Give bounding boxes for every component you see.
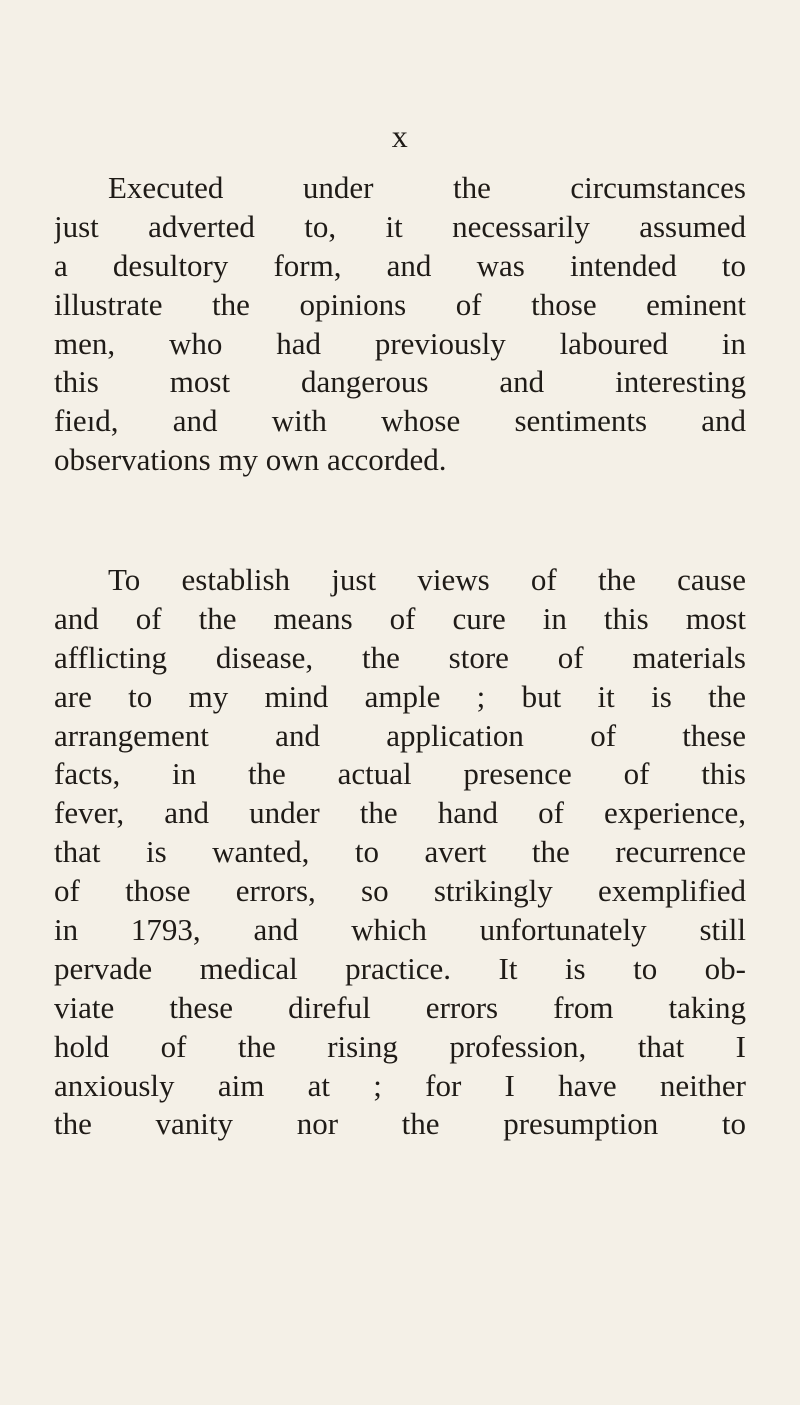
page-number: x [391,118,409,154]
text-line: are to my mind ample ; but it is the [54,678,746,714]
paragraph-2 [54,561,746,1144]
text-line: Executed under the circumstances [108,170,746,205]
text-line: observations my own accorded. [54,442,447,478]
text-line: men, who had previously laboured in [54,325,746,361]
text-line: anxiously aim at ; for I have neither [54,1067,746,1103]
text-line: of those errors, so strikingly exemplified [54,873,746,909]
text-line: fieıd, and with whose sentiments and [54,403,746,439]
text-line: facts, in the actual presence of this [54,756,746,792]
text-line: and of the means of cure in this most [54,600,746,636]
text-line: fever, and under the hand of experience, [54,795,746,831]
text-line: arrangement and application of these [54,717,746,753]
text-line: just adverted to, it necessarily assumed [54,208,746,244]
text-line: To establish just views of the cause [108,562,746,597]
text-line: hold of the rising profession, that I [54,1028,746,1064]
text-line: afflicting disease, the store of materials [54,639,746,675]
text-line: in 1793, and which unfortunately still [54,912,746,948]
text-line: pervade medical practice. It is to ob- [54,950,746,986]
paragraph-1 [54,169,746,480]
text-line: that is wanted, to avert the recurrence [54,834,746,870]
text-line: a desultory form, and was intended to [54,247,746,283]
text-line: illustrate the opinions of those eminent [54,286,746,322]
text-line: this most dangerous and interesting [54,364,746,400]
text-line: viate these direful errors from taking [54,989,746,1025]
text-line: the vanity nor the presumption to [54,1106,746,1142]
